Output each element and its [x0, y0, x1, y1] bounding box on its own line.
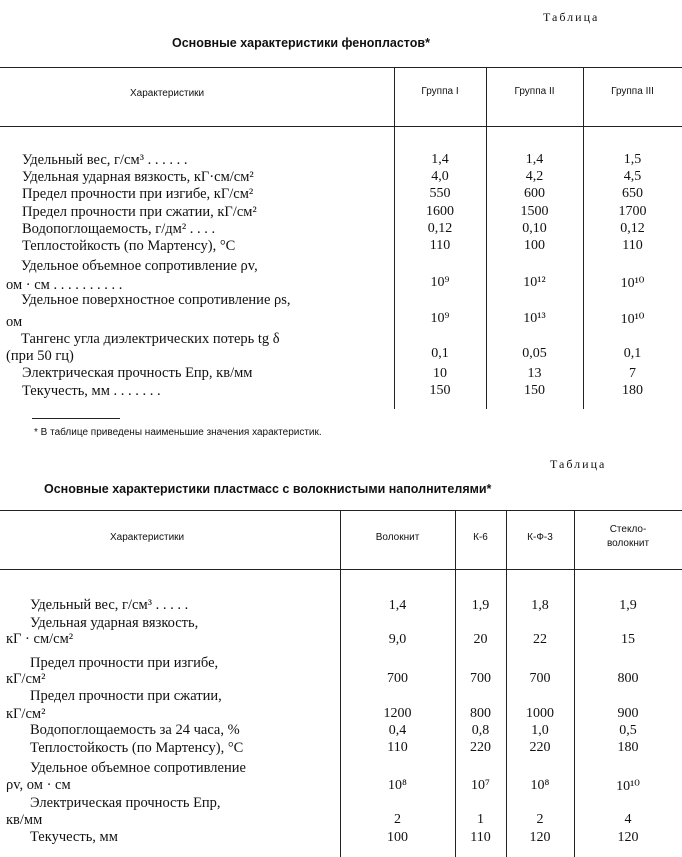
table2-header: Характеристики [110, 532, 185, 543]
table1-label: Таблица [543, 10, 600, 24]
table1-row-label: Электрическая прочность Eпр, кв/мм [22, 365, 253, 381]
table2-cell: 9,0 [388, 632, 407, 647]
table1-cell: 1700 [618, 204, 647, 219]
table2-header-rule [0, 569, 682, 570]
table2-row-label-cont: ρv, ом · см [6, 777, 71, 793]
table2-label: Таблица [550, 457, 607, 471]
table1-cell: 4,2 [525, 169, 544, 184]
table1-cell: 600 [524, 186, 545, 201]
table1-footnote: * В таблице приведены наименьшие значения характеристик. [34, 427, 322, 438]
table1-top-rule [0, 67, 682, 68]
table1-cell: 0,1 [623, 346, 642, 361]
table2-cell: 10¹⁰ [616, 779, 640, 794]
table2-cell: 1000 [526, 706, 554, 721]
table2-row-label: Удельная ударная вязкость, [30, 615, 199, 631]
table2-header: Стекло- [609, 524, 647, 535]
table1-cell: 10¹⁰ [620, 276, 645, 291]
table2-title: Основные характеристики пластмасс с волокнистыми наполнителями* [44, 482, 492, 496]
table1-row-label-cont: ом · см . . . . . . . . . . [6, 277, 123, 293]
table2-cell: 220 [470, 740, 491, 755]
table1-cell: 550 [429, 186, 451, 201]
table1-cell: 13 [527, 366, 542, 381]
table2-cell: 15 [621, 632, 635, 647]
table1-row-label-cont: (при 50 гц) [6, 348, 74, 364]
table2-row-label-cont: кГ/см² [6, 671, 46, 687]
table1-cell: 10¹² [523, 275, 546, 290]
table2-cell: 1 [477, 812, 484, 827]
table2-cell: 700 [387, 671, 408, 686]
table1-cell: 0,05 [522, 346, 547, 361]
table2-cell: 220 [529, 740, 551, 755]
table2-header: К-6 [473, 532, 488, 543]
table1-cell: 0,1 [431, 346, 449, 361]
table2-cell: 4 [624, 812, 632, 827]
table2-cell: 800 [470, 706, 491, 721]
table2-cell: 100 [387, 830, 408, 845]
table1-cell: 110 [429, 238, 451, 253]
table1-cell: 0,12 [620, 221, 645, 236]
table2-cell: 110 [387, 740, 408, 755]
table1-cell: 0,12 [427, 221, 453, 236]
table2-cell: 180 [617, 740, 639, 755]
table2-cell: 700 [470, 671, 491, 686]
table1-cell: 10⁹ [430, 275, 450, 290]
table1-cell: 110 [622, 238, 643, 253]
table1-row-label: Удельный вес, г/см³ . . . . . . [22, 152, 188, 168]
table2-row-label: Текучесть, мм [30, 829, 118, 845]
table1-cell: 4,5 [623, 169, 642, 184]
table1-row-label: Водопоглощаемость, г/дм² . . . . [22, 221, 216, 237]
table2-cell: 10⁸ [388, 778, 407, 793]
table2-cell: 1,8 [531, 598, 549, 613]
table1-cell: 10¹⁰ [620, 312, 645, 327]
table2-cell: 120 [617, 830, 639, 845]
table2-cell: 120 [529, 830, 551, 845]
table2-cell: 1,9 [619, 598, 637, 613]
table1-header-rule [0, 126, 682, 127]
footnote-rule [32, 418, 120, 419]
table1-cell: 650 [622, 186, 643, 201]
table2-top-rule [0, 510, 682, 511]
table1-title: Основные характеристики фенопластов* [172, 36, 430, 50]
table2-row-label: Удельное объемное сопротивление [30, 760, 246, 776]
table1-row-label: Предел прочности при изгибе, кГ/см² [22, 186, 254, 202]
table1-cell: 4,0 [431, 169, 449, 184]
table2-header: К-Ф-3 [527, 532, 553, 543]
table2-row-label: Электрическая прочность Eпр, [30, 795, 221, 811]
table2-header: волокнит [606, 538, 650, 549]
table2-cell: 22 [533, 632, 547, 647]
table2-row-label: Теплостойкость (по Мартенсу), °С [30, 740, 244, 756]
table2-cell: 110 [470, 830, 491, 845]
table2-cell: 0,5 [619, 723, 637, 738]
table2-row-label-cont: кГ/см² [6, 706, 46, 722]
table1-cell: 0,10 [522, 221, 547, 236]
table1-row-label: Предел прочности при сжатии, кГ/см² [22, 204, 257, 220]
table2-row-label-cont: кв/мм [6, 812, 43, 828]
table1-header: Группа III [611, 86, 654, 97]
table1-cell: 10 [433, 366, 447, 381]
table1-cell: 1,4 [525, 152, 544, 167]
table2-header: Волокнит [375, 532, 420, 543]
table1-cell: 180 [622, 383, 643, 398]
table1-cell: 10¹³ [523, 311, 546, 326]
table1-header: Группа II [514, 86, 555, 97]
table1-row-label-cont: ом [6, 314, 23, 330]
table1-cell: 150 [429, 383, 451, 398]
table1-row-label: Текучесть, мм . . . . . . . [22, 383, 161, 399]
table2-row-label-cont: кГ · см/см² [6, 631, 74, 647]
table1-row-label: Теплостойкость (по Мартенсу), °С [22, 238, 236, 254]
table2-cell: 1,0 [531, 723, 549, 738]
table2-cell: 700 [529, 671, 551, 686]
table1-header: Характеристики [130, 88, 205, 99]
table2-cell: 20 [473, 632, 488, 647]
table2-cell: 800 [617, 671, 639, 686]
table2-cell: 900 [617, 706, 639, 721]
table2-row-label: Предел прочности при сжатии, [30, 688, 222, 704]
table1-cell: 1500 [520, 204, 549, 219]
table2-cell: 10⁸ [530, 778, 550, 793]
table1-cell: 7 [629, 366, 636, 381]
table2-row-label: Водопоглощаемость за 24 часа, % [30, 722, 240, 738]
table1-cell: 1,5 [623, 152, 642, 167]
table1-cell: 10⁹ [430, 311, 450, 326]
table1-row-label: Удельное поверхностное сопротивление ρs, [21, 292, 291, 308]
table2-cell: 0,4 [388, 723, 407, 738]
table1-cell: 100 [524, 238, 545, 253]
table2-cell: 10⁷ [471, 778, 490, 793]
table2-cell: 1200 [383, 706, 412, 721]
table2-cell: 0,8 [471, 723, 490, 738]
table2-row-label: Предел прочности при изгибе, [30, 655, 219, 671]
table1-row-label: Удельная ударная вязкость, кГ·см/см² [22, 169, 254, 185]
table1-cell: 1600 [426, 204, 454, 219]
table1-row-label: Удельное объемное сопротивление ρv, [21, 258, 258, 274]
table2-cell: 2 [394, 812, 401, 827]
table1-row-label: Тангенс угла диэлектрических потерь tg δ [21, 331, 280, 347]
table1-header: Группа I [421, 86, 459, 97]
table1-cell: 150 [524, 383, 545, 398]
table2-cell: 2 [536, 812, 544, 827]
table2-cell: 1,4 [388, 598, 407, 613]
table2-row-label: Удельный вес, г/см³ . . . . . [30, 597, 189, 613]
table1-cell: 1,4 [431, 152, 449, 167]
table2-cell: 1,9 [471, 598, 490, 613]
